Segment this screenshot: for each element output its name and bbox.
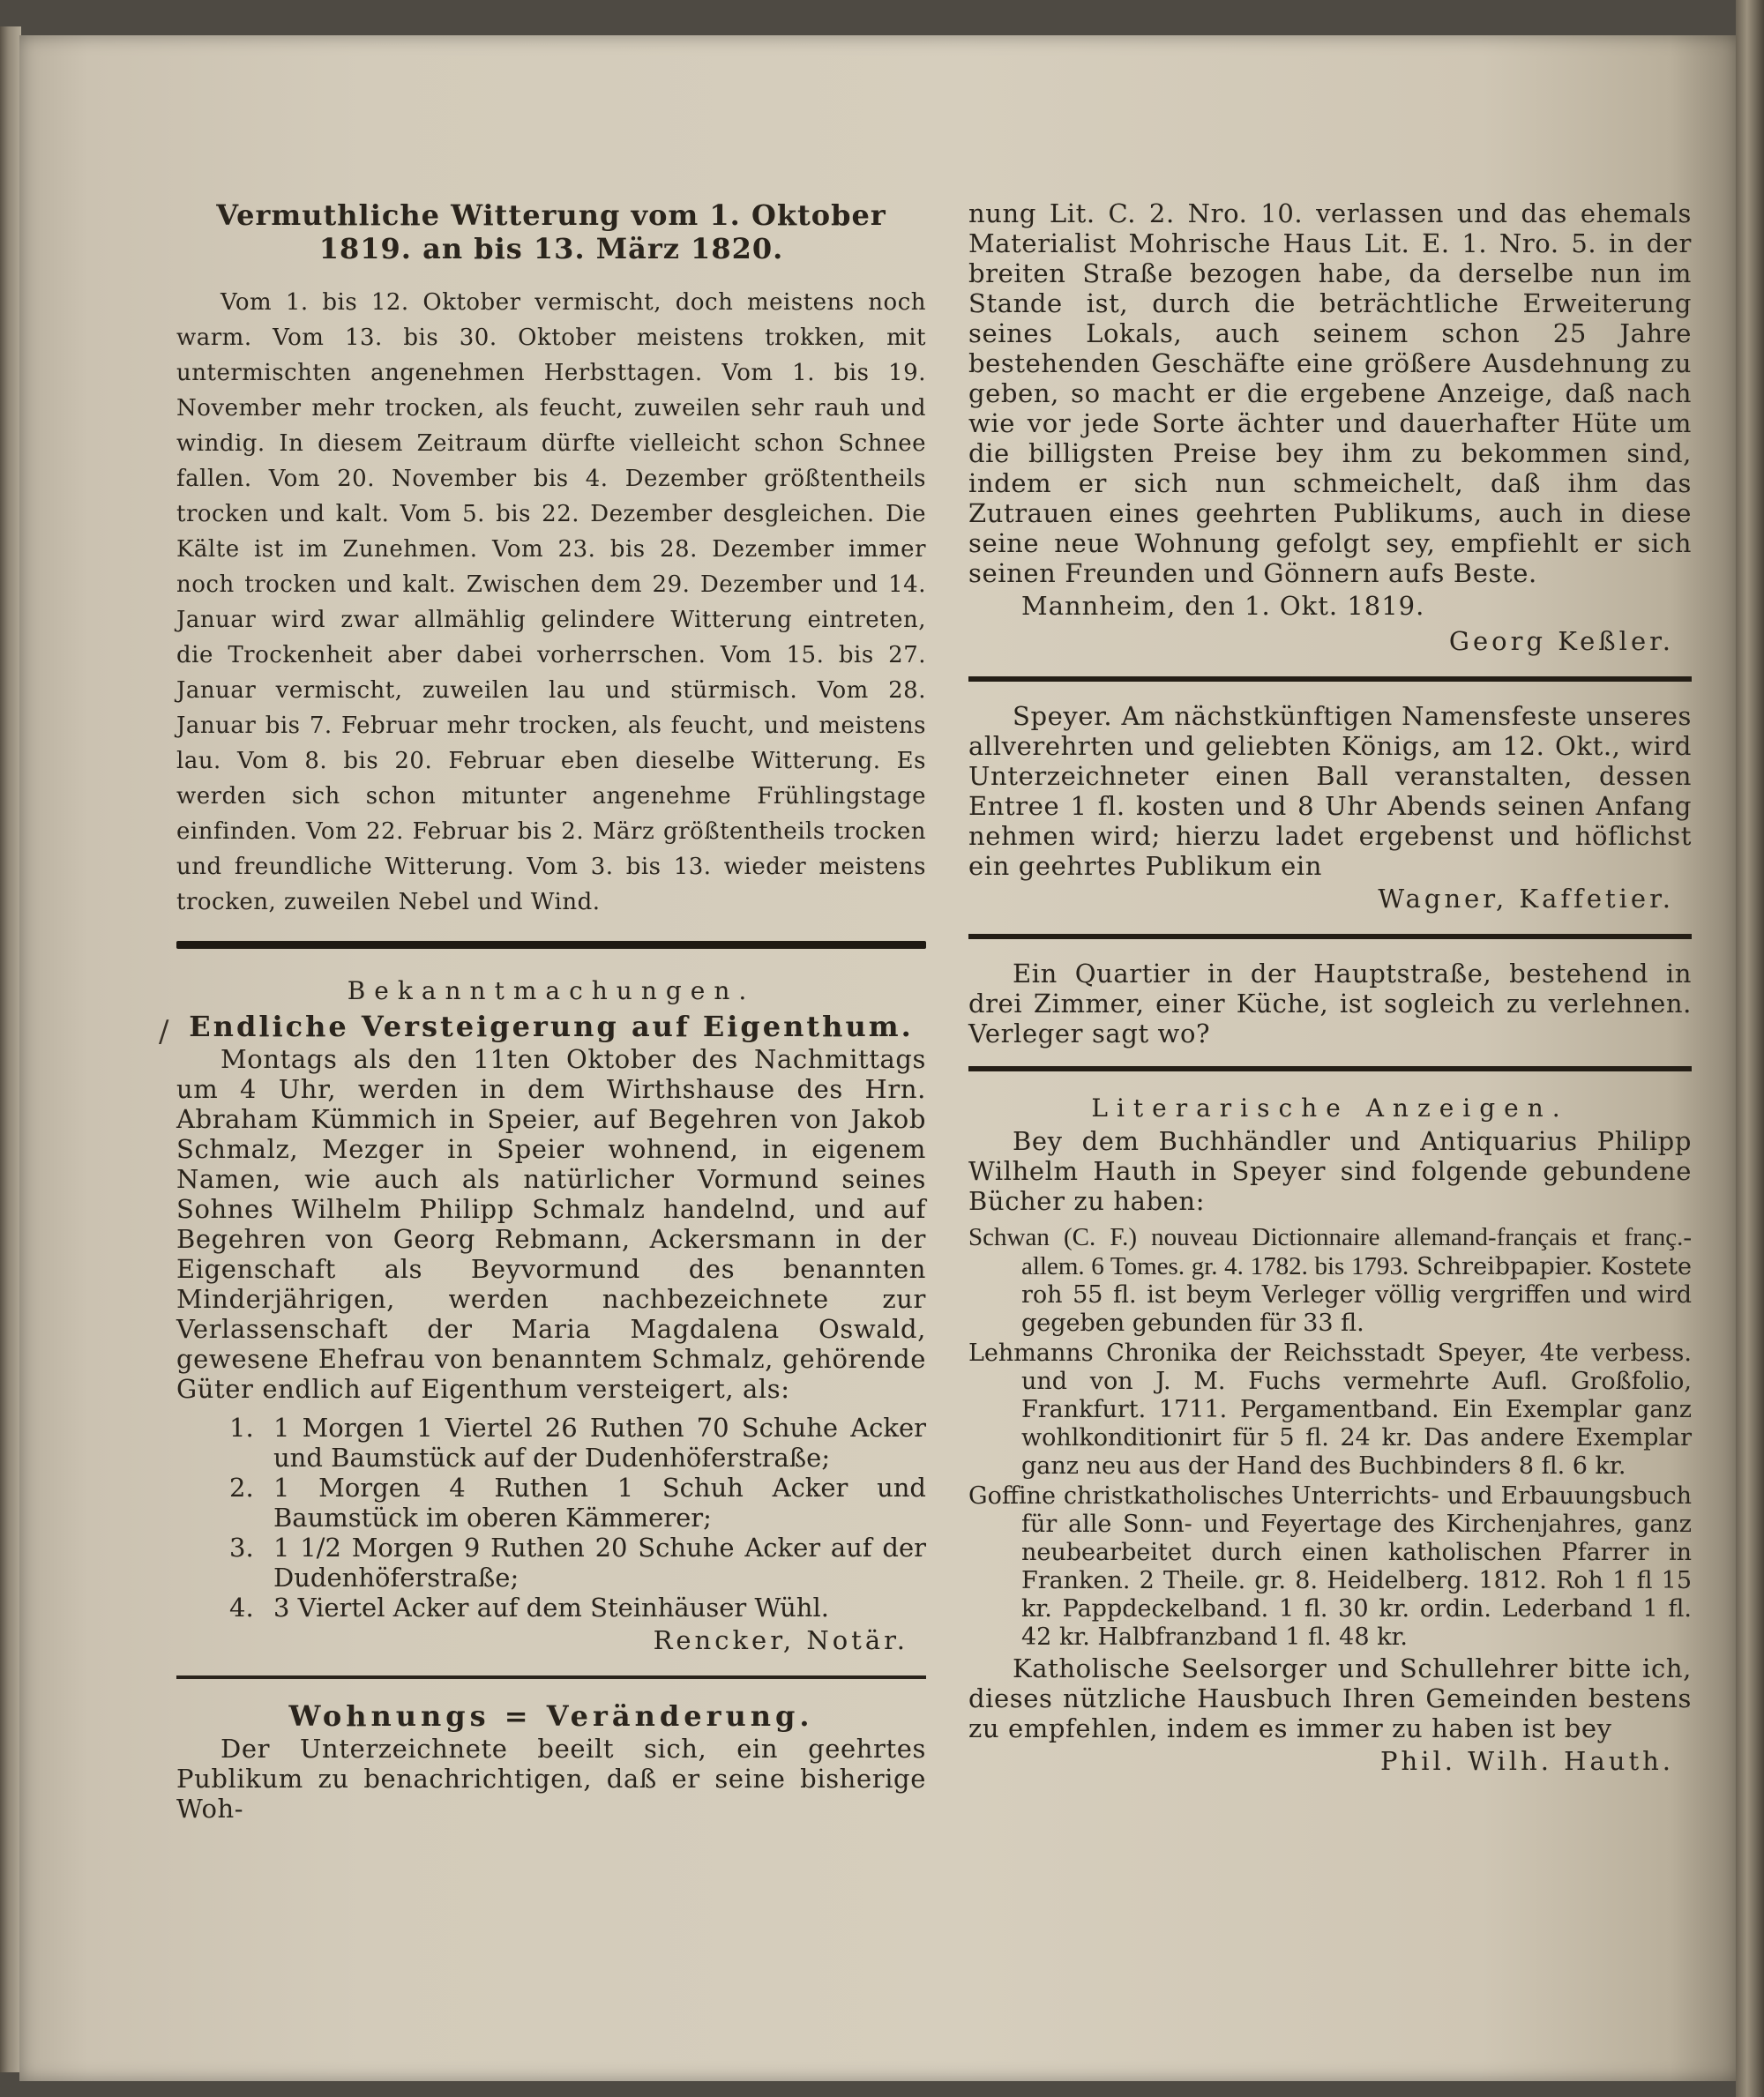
list-item: Goffine christkatholisches Unterrichts- und Erbauungsbuch für alle Sonn- und Feyertage des Kirchenjahres, ganz neubearbeitet durch einen katholischen Pfarrer in Franken. 2 Theile. gr. 8. Heidelberg. 1812. Roh 1 fl 15 kr. Pappdeckelband. 1 fl. 30 kr. ordin. Lederband 1 fl. 42 kr. Halbfranzband 1 fl. 48 kr.: [968, 1482, 1692, 1651]
ball-announcement: [968, 701, 1692, 916]
auction-signature: Rencker, Notär.: [653, 1625, 908, 1655]
weather-body: Vom 1. bis 12. Oktober vermischt, doch meistens noch warm. Vom 13. bis 30. Oktober meistens trokken, mit untermischten angenehmen Herbsttagen. Vom 1. bis 19. November mehr trocken, als feucht, zuweilen sehr rauh und windig. In diesem Zeitraum dürfte vielleicht schon Schnee fallen. Vom 20. November bis 4. Dezember größtentheils trocken und kalt. Vom 5. bis 22. Dezember desgleichen. Die Kälte ist im Zunehmen. Vom 23. bis 28. Dezember immer noch trocken und kalt. Zwischen dem 29. Dezember und 14. Januar wird zwar allmählig gelindere Witterung eintreten, die Trockenheit aber dabei vorherrschen. Vom 15. bis 27. Januar vermischt, zuweilen lau und stürmisch. Vom 28. Januar bis 7. Februar mehr trocken, als feucht, und meistens lau. Vom 8. bis 20. Februar eben dieselbe Witterung. Es werden sich schon mitunter angenehme Frühlingstage einfinden. Vom 22. Februar bis 2. März größtentheils trocken und freundliche Witterung. Vom 3. bis 13. wieder meistens trocken, zuweilen Nebel und Wind.: [176, 289, 926, 915]
auction-body: Montags als den 11ten Oktober des Nachmittags um 4 Uhr, werden in dem Wirthshause des Hrn. Abraham Kümmich in Speier, auf Begehren von Jakob Schmalz, Mezger in Speier wohnend, in eigenem Namen, wie auch als natürlicher Vormund seines Sohnes Wilhelm Philipp Schmalz handelnd, und auf Begehren von Georg Rebmann, Ackersmann in der Eigenschaft als Beyvormund des benannten Minderjährigen, werden nachbezeichnete zur Verlassenschaft der Maria Magdalena Oswald, gewesene Ehefrau von benanntem Schmalz, gehörende Güter endlich auf Eigenthum versteigert, als:: [176, 1044, 926, 1404]
relocation-body-cont: nung Lit. C. 2. Nro. 10. verlassen und das ehemals Materialist Mohrische Haus Lit. E. 1. Nro. 5. in der breiten Straße bezogen habe, da derselbe nun im Stande ist, durch die beträchtliche Erweiterung seines Lokals, auch seinem schon 25 Jahre bestehenden Geschäfte eine größere Ausdehnung zu geben, so macht er die ergebene Anzeige, daß nach wie vor jede Sorte ächter und dauerhafter Hüte um die billigsten Preise bey ihm zu bekommen sind, indem er sich nun schmeichelt, daß ihm das Zutrauen eines geehrten Publikums, auch in diese seine neue Wohnung gefolgt sey, empfiehlt er sich seinen Freunden und Gönnern aufs Beste.: [968, 198, 1692, 588]
weather-forecast: [176, 198, 926, 920]
section-divider: [968, 934, 1692, 939]
list-item: Schwan (C. F.) nouveau Dictionnaire allemand-français et franç.-allem. 6 Tomes. gr. 4. 1782. bis 1793. Schreibpapier. Kostete roh 55 fl. ist beym Verleger völlig vergriffen und wird gegeben gebunden für 33 fl.: [968, 1223, 1692, 1337]
literary-signature: Phil. Wilh. Hauth.: [1380, 1746, 1674, 1776]
list-item: 3. 1 1/2 Morgen 9 Ruthen 20 Schuhe Acker auf der Dudenhöferstraße;: [229, 1533, 926, 1593]
auction-items: [176, 1413, 926, 1623]
left-column: [176, 198, 926, 1824]
right-column: [968, 198, 1692, 1779]
section-divider: [968, 1066, 1692, 1071]
relocation-body-start: Der Unterzeichnete beeilt sich, ein geehrtes Publikum zu benachrichtigen, daß er seine bisherige Woh-: [176, 1734, 926, 1824]
book-list: [968, 1223, 1692, 1652]
relocation-dateline: Mannheim, den 1. Okt. 1819.: [1021, 591, 1425, 621]
literary-closing: Katholische Seelsorger und Schullehrer bitte ich, dieses nützliche Hausbuch Ihren Gemeinden bestens zu empfehlen, indem es immer zu haben ist bey: [968, 1653, 1692, 1743]
relocation-title: Wohnungs = Veränderung.: [288, 1699, 814, 1733]
list-item: 4. 3 Viertel Acker auf dem Steinhäuser Wühl.: [229, 1593, 829, 1623]
literary-section: [968, 1091, 1692, 1779]
quarters-body: Ein Quartier in der Hauptstraße, bestehend in drei Zimmer, einer Küche, ist sogleich zu verlehnen. Verleger sagt wo?: [968, 959, 1692, 1048]
relocation-signature: Georg Keßler.: [1448, 626, 1674, 656]
page-edge-right: [1736, 0, 1764, 2097]
margin-mark: /: [159, 1014, 169, 1049]
relocation-continued: [968, 198, 1692, 659]
page-edge-left: [0, 26, 21, 2072]
announcements-section: [176, 974, 926, 1658]
list-item: 2. 1 Morgen 4 Ruthen 1 Schuh Acker und Baumstück im oberen Kämmerer;: [229, 1473, 926, 1533]
list-item: 1. 1 Morgen 1 Viertel 26 Ruthen 70 Schuhe Acker und Baumstück auf der Dudenhöferstraße;: [229, 1413, 926, 1473]
quarters-announcement: [968, 959, 1692, 1048]
relocation-notice: [176, 1698, 926, 1824]
weather-title: Vermuthliche Witterung vom 1. Oktober 1819. an bis 13. März 1820.: [216, 198, 886, 265]
auction-title: Endliche Versteigerung auf Eigenthum.: [189, 1010, 914, 1043]
section-divider: [968, 676, 1692, 682]
literary-heading: Literarische Anzeigen.: [1091, 1093, 1569, 1123]
literary-intro: Bey dem Buchhändler und Antiquarius Philipp Wilhelm Hauth in Speyer sind folgende gebundene Bücher zu haben:: [968, 1126, 1692, 1216]
announcements-heading: Bekanntmachungen.: [347, 976, 756, 1005]
list-item: Lehmanns Chronika der Reichsstadt Speyer, 4te verbess. und von J. M. Fuchs vermehrte Aufl. Großfolio, Frankfurt. 1711. Pergamentband. Ein Exemplar ganz wohlkonditionirt für 5 fl. 24 kr. Das andere Exemplar ganz neu aus der Hand des Buchbinders 8 fl. 6 kr.: [968, 1340, 1692, 1480]
section-divider: [176, 941, 926, 949]
ball-body: Speyer. Am nächstkünftigen Namensfeste unseres allverehrten und geliebten Königs, am 12. Okt., wird Unterzeichneter einen Ball veranstalten, dessen Entree 1 fl. kosten und 8 Uhr Abends seinen Anfang nehmen wird; hierzu ladet ergebenst und höflichst ein geehrtes Publikum ein: [968, 701, 1692, 881]
ball-signature: Wagner, Kaffetier.: [1378, 884, 1674, 914]
section-divider: [176, 1675, 926, 1679]
